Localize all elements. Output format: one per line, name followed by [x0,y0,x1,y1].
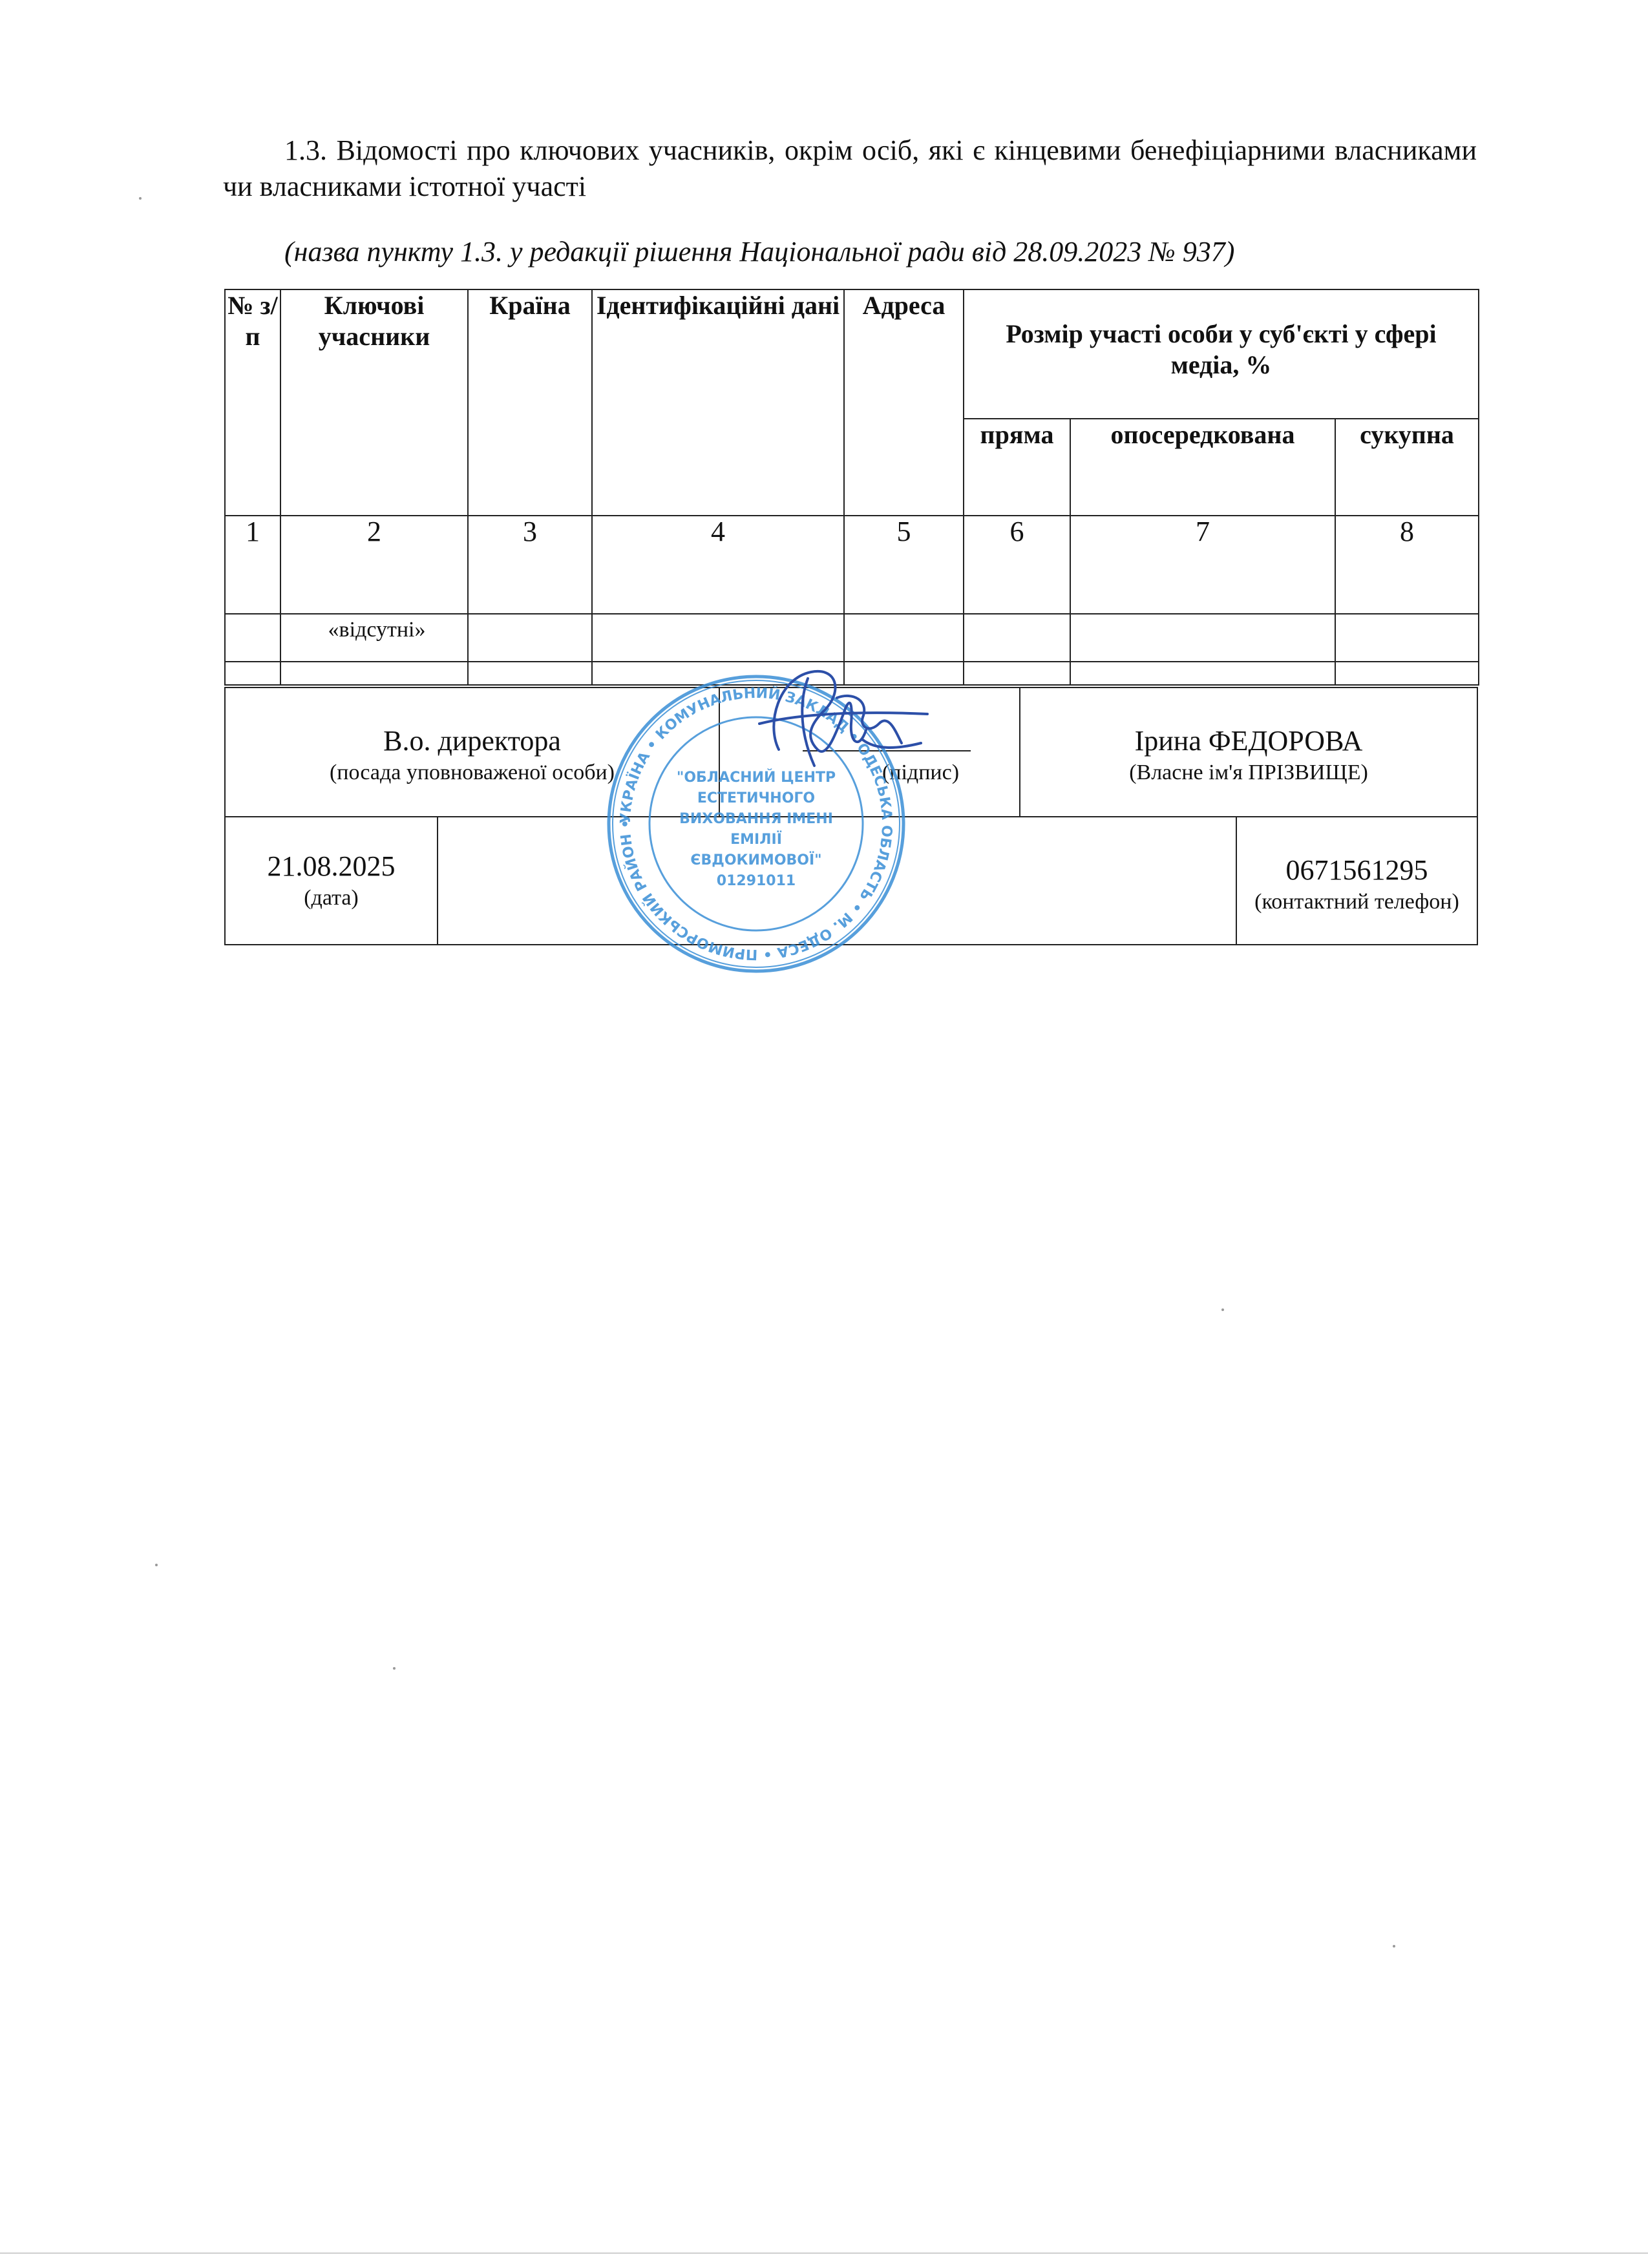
position-text: В.о. директора [383,725,561,757]
phone-cell [1236,816,1478,944]
date-cell [226,816,438,944]
table-cell [468,614,592,662]
column-number: 5 [844,516,964,614]
scan-speck [393,1667,396,1670]
name-caption: (Власне ім'я ПРІЗВИЩЕ) [1129,761,1368,784]
stamp-line: ЄВДОКИМОВОЇ" [690,852,822,868]
scan-speck [155,1564,158,1566]
table-cell [1070,662,1335,685]
stamp-line: 01291011 [716,873,796,889]
section-heading: 1.3. Відомості про ключових учасників, окрім осіб, які є кінцевими бенефіціарними власниками чи власниками істотної участі [223,134,1477,202]
stamp-line: ЕМІЛІЇ [730,832,782,848]
column-number: 8 [1335,516,1479,614]
date-caption: (дата) [304,886,359,910]
table-cell [1335,614,1479,662]
header-address: Адреса [844,289,964,516]
column-numbers-row [225,516,1479,614]
handwritten-signature-icon [740,653,934,801]
column-number: 7 [1070,516,1335,614]
name-cell [1019,688,1478,816]
participant-cell: «відсутні» [280,614,468,662]
phone-caption: (контактний телефон) [1254,890,1459,914]
svg-text:УКРАЇНА • КОМУНАЛЬНИЙ ЗАКЛАД •: УКРАЇНА • КОМУНАЛЬНИЙ ЗАКЛАД • ОДЕСЬКА ОБЛАСТЬ • М. ОДЕСА • ПРИМОРСЬКИЙ РАЙОН • [617,685,895,963]
stamp-line: ЕСТЕТИЧНОГО [697,790,816,806]
header-participants: Ключові учасники [280,289,468,516]
table-header-row [225,289,1479,419]
table-cell [964,614,1070,662]
table-cell [1070,614,1335,662]
scan-edge-line [0,2252,1648,2254]
column-number: 6 [964,516,1070,614]
table-cell [225,614,280,662]
header-ident: Ідентифікаційні дані [592,289,844,516]
stamp-line: "ОБЛАСНИЙ ЦЕНТР [676,770,836,786]
name-text: Ірина ФЕДОРОВА [1134,725,1363,757]
table-cell [468,662,592,685]
scan-speck [139,197,142,200]
column-number: 1 [225,516,280,614]
column-number: 4 [592,516,844,614]
scan-speck [1393,1945,1395,1948]
table-cell [964,662,1070,685]
signature-caption: (підпис) [882,761,960,784]
header-share: Розмір участі особи у суб'єкті у сфері медіа, % [964,289,1479,419]
table-cell [280,662,468,685]
section-note: (назва пункту 1.3. у редакції рішення Національної ради від 28.09.2023 № 937) [284,236,1235,268]
stamp-line: ВИХОВАННЯ ІМЕНІ [679,811,833,827]
header-country: Країна [468,289,592,516]
participants-table [224,289,1479,686]
phone-text: 0671561295 [1285,854,1428,886]
table-cell [1335,662,1479,685]
date-text: 21.08.2025 [267,850,396,882]
column-number: 2 [280,516,468,614]
header-num: № з/п [225,289,280,516]
column-number: 3 [468,516,592,614]
header-indirect: опосередкована [1070,419,1335,516]
header-total: сукупна [1335,419,1479,516]
table-cell [225,662,280,685]
scan-speck [1221,1308,1224,1311]
position-caption: (посада уповноваженої особи) [329,761,615,784]
header-direct: пряма [964,419,1070,516]
